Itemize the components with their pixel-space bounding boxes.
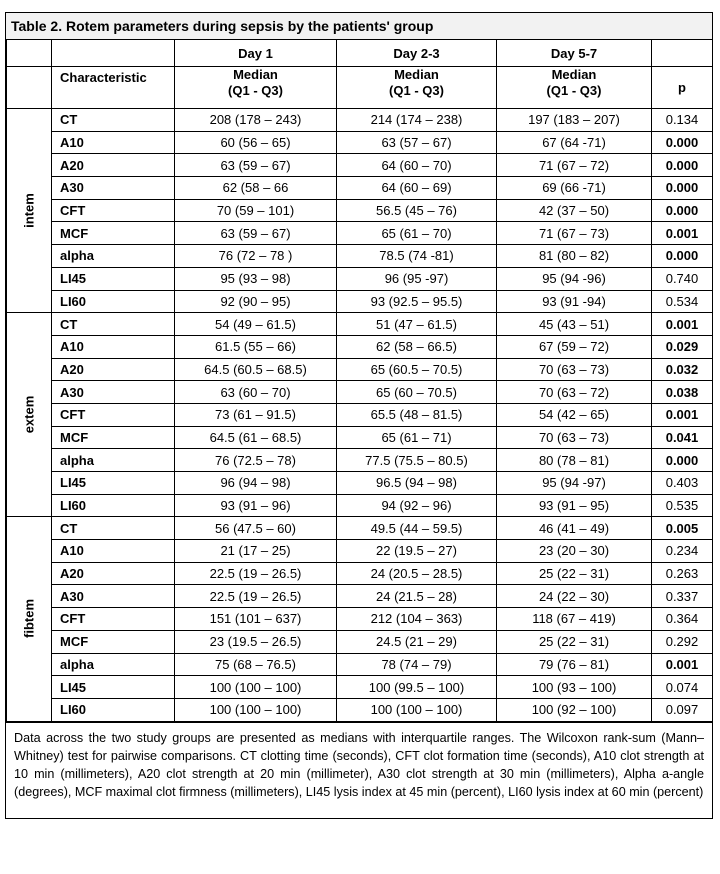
day2-cell: 49.5 (44 – 59.5) [337, 517, 497, 540]
stat-header [175, 67, 337, 109]
day1-cell: 93 (91 – 96) [175, 494, 337, 517]
param-cell: CT [52, 109, 175, 132]
p-value-cell: 0.403 [652, 472, 713, 495]
group-label: intem [21, 193, 37, 228]
day2-cell: 24 (20.5 – 28.5) [337, 562, 497, 585]
day-header: Day 2-3 [337, 40, 497, 67]
day1-cell: 100 (100 – 100) [175, 676, 337, 699]
param-cell: A10 [52, 131, 175, 154]
param-cell: MCF [52, 222, 175, 245]
param-cell: A20 [52, 358, 175, 381]
param-cell: A10 [52, 540, 175, 563]
table-row [7, 585, 713, 608]
table-row [7, 381, 713, 404]
day1-cell: 63 (59 – 67) [175, 222, 337, 245]
table-row [7, 630, 713, 653]
table-row [7, 199, 713, 222]
param-cell: LI60 [52, 290, 175, 313]
p-value-cell: 0.032 [652, 358, 713, 381]
day3-cell: 24 (22 – 30) [497, 585, 652, 608]
day3-cell: 80 (78 – 81) [497, 449, 652, 472]
table-row [7, 494, 713, 517]
p-value-cell: 0.000 [652, 199, 713, 222]
table-row [7, 154, 713, 177]
p-value-cell: 0.263 [652, 562, 713, 585]
table-row [7, 177, 713, 200]
param-cell: alpha [52, 245, 175, 268]
day3-cell: 93 (91 – 95) [497, 494, 652, 517]
day2-cell: 94 (92 – 96) [337, 494, 497, 517]
day2-cell: 22 (19.5 – 27) [337, 540, 497, 563]
param-cell: LI45 [52, 676, 175, 699]
day2-cell: 214 (174 – 238) [337, 109, 497, 132]
day3-cell: 42 (37 – 50) [497, 199, 652, 222]
table-row [7, 472, 713, 495]
day2-cell: 56.5 (45 – 76) [337, 199, 497, 222]
param-cell: LI60 [52, 698, 175, 721]
day2-cell: 64 (60 – 70) [337, 154, 497, 177]
day1-cell: 60 (56 – 65) [175, 131, 337, 154]
stat-header-range: (Q1 - Q3) [546, 83, 602, 98]
param-cell: LI60 [52, 494, 175, 517]
day2-cell: 93 (92.5 – 95.5) [337, 290, 497, 313]
day1-cell: 22.5 (19 – 26.5) [175, 562, 337, 585]
table-row [7, 222, 713, 245]
day1-cell: 64.5 (60.5 – 68.5) [175, 358, 337, 381]
param-cell: LI45 [52, 267, 175, 290]
stat-header-median: Median [551, 67, 597, 82]
characteristic-header: Characteristic [52, 67, 175, 109]
day3-cell: 25 (22 – 31) [497, 562, 652, 585]
day2-cell: 65 (61 – 70) [337, 222, 497, 245]
p-value-cell: 0.001 [652, 653, 713, 676]
param-cell: CFT [52, 403, 175, 426]
p-value-cell: 0.234 [652, 540, 713, 563]
day2-cell: 212 (104 – 363) [337, 608, 497, 631]
day2-cell: 62 (58 – 66.5) [337, 335, 497, 358]
day2-cell: 100 (99.5 – 100) [337, 676, 497, 699]
day2-cell: 24 (21.5 – 28) [337, 585, 497, 608]
day3-cell: 118 (67 – 419) [497, 608, 652, 631]
day2-cell: 65 (60 – 70.5) [337, 381, 497, 404]
day1-cell: 96 (94 – 98) [175, 472, 337, 495]
day1-cell: 63 (60 – 70) [175, 381, 337, 404]
table-row [7, 109, 713, 132]
day2-cell: 51 (47 – 61.5) [337, 313, 497, 336]
p-value-cell: 0.029 [652, 335, 713, 358]
stat-header-range: (Q1 - Q3) [228, 83, 283, 98]
day2-cell: 65 (60.5 – 70.5) [337, 358, 497, 381]
day3-cell: 100 (92 – 100) [497, 698, 652, 721]
table-row [7, 245, 713, 268]
table-footnote: Data across the two study groups are presented as medians with interquartile ranges. The Wilcoxon rank-sum (Mann–Whitney) test for pairwise comparisons. CT clotting time (seconds), CFT clot formation time (seconds), A10 clot strength at 10 min (millimeters), A20 clot strength at 20 min (millimeter), A30 clot strength at 30 min (millimeters), Alpha a-angle (degrees), MCF maximal clot firmness (millimeters), LI45 lysis index at 45 min (percent), LI60 lysis index at 60 min (percent) [6, 722, 712, 818]
day3-cell: 81 (80 – 82) [497, 245, 652, 268]
param-cell: A30 [52, 177, 175, 200]
table-row [7, 562, 713, 585]
table-row [7, 676, 713, 699]
table-row [7, 653, 713, 676]
day2-cell: 64 (60 – 69) [337, 177, 497, 200]
day1-cell: 208 (178 – 243) [175, 109, 337, 132]
p-value-cell: 0.364 [652, 608, 713, 631]
table-row [7, 335, 713, 358]
day1-cell: 64.5 (61 – 68.5) [175, 426, 337, 449]
stat-header-median: Median [394, 67, 439, 82]
param-cell: CFT [52, 608, 175, 631]
day2-cell: 100 (100 – 100) [337, 698, 497, 721]
day3-cell: 46 (41 – 49) [497, 517, 652, 540]
day3-cell: 70 (63 – 73) [497, 358, 652, 381]
day1-cell: 70 (59 – 101) [175, 199, 337, 222]
day3-cell: 25 (22 – 31) [497, 630, 652, 653]
rotem-table [6, 40, 713, 722]
p-value-cell: 0.038 [652, 381, 713, 404]
corner-blank-cell [652, 40, 713, 67]
day3-cell: 70 (63 – 72) [497, 381, 652, 404]
day2-cell: 65.5 (48 – 81.5) [337, 403, 497, 426]
table-row [7, 403, 713, 426]
day-header: Day 1 [175, 40, 337, 67]
table-row [7, 608, 713, 631]
table-row [7, 290, 713, 313]
stat-header-median: Median [233, 67, 278, 82]
day3-cell: 100 (93 – 100) [497, 676, 652, 699]
day3-cell: 95 (94 -96) [497, 267, 652, 290]
group-label: fibtem [21, 599, 37, 639]
day1-cell: 62 (58 – 66 [175, 177, 337, 200]
day3-cell: 23 (20 – 30) [497, 540, 652, 563]
day3-cell: 93 (91 -94) [497, 290, 652, 313]
p-value-cell: 0.041 [652, 426, 713, 449]
param-cell: LI45 [52, 472, 175, 495]
corner-blank-cell [52, 40, 175, 67]
param-cell: alpha [52, 653, 175, 676]
day2-cell: 78 (74 – 79) [337, 653, 497, 676]
stat-header-range: (Q1 - Q3) [389, 83, 444, 98]
table-row [7, 517, 713, 540]
day3-cell: 45 (43 – 51) [497, 313, 652, 336]
group-blank-cell [7, 67, 52, 109]
day1-cell: 63 (59 – 67) [175, 154, 337, 177]
p-header: p [652, 67, 713, 109]
p-value-cell: 0.534 [652, 290, 713, 313]
p-value-cell: 0.535 [652, 494, 713, 517]
day3-cell: 67 (59 – 72) [497, 335, 652, 358]
day3-cell: 197 (183 – 207) [497, 109, 652, 132]
group-label-cell [7, 517, 52, 721]
stat-header [337, 67, 497, 109]
day3-cell: 71 (67 – 72) [497, 154, 652, 177]
p-value-cell: 0.001 [652, 403, 713, 426]
p-value-cell: 0.074 [652, 676, 713, 699]
day3-cell: 67 (64 -71) [497, 131, 652, 154]
param-cell: alpha [52, 449, 175, 472]
group-label-cell [7, 313, 52, 517]
day1-cell: 23 (19.5 – 26.5) [175, 630, 337, 653]
day1-cell: 95 (93 – 98) [175, 267, 337, 290]
day1-cell: 61.5 (55 – 66) [175, 335, 337, 358]
param-cell: CFT [52, 199, 175, 222]
p-value-cell: 0.097 [652, 698, 713, 721]
day3-cell: 69 (66 -71) [497, 177, 652, 200]
param-cell: A20 [52, 154, 175, 177]
day3-cell: 70 (63 – 73) [497, 426, 652, 449]
group-label: extem [21, 396, 37, 434]
day1-cell: 151 (101 – 637) [175, 608, 337, 631]
day1-cell: 76 (72 – 78 ) [175, 245, 337, 268]
param-cell: A30 [52, 381, 175, 404]
day2-cell: 24.5 (21 – 29) [337, 630, 497, 653]
stat-header [497, 67, 652, 109]
p-value-cell: 0.337 [652, 585, 713, 608]
param-cell: A30 [52, 585, 175, 608]
day3-cell: 71 (67 – 73) [497, 222, 652, 245]
day-header: Day 5-7 [497, 40, 652, 67]
day3-cell: 95 (94 -97) [497, 472, 652, 495]
day3-cell: 54 (42 – 65) [497, 403, 652, 426]
day1-cell: 76 (72.5 – 78) [175, 449, 337, 472]
corner-blank-cell [7, 40, 52, 67]
table-row [7, 698, 713, 721]
table-row [7, 449, 713, 472]
param-cell: MCF [52, 630, 175, 653]
day1-cell: 21 (17 – 25) [175, 540, 337, 563]
table-row [7, 358, 713, 381]
p-value-cell: 0.001 [652, 313, 713, 336]
param-cell: A10 [52, 335, 175, 358]
table-row [7, 426, 713, 449]
p-value-cell: 0.005 [652, 517, 713, 540]
day2-cell: 77.5 (75.5 – 80.5) [337, 449, 497, 472]
day1-cell: 100 (100 – 100) [175, 698, 337, 721]
p-value-cell: 0.001 [652, 222, 713, 245]
p-value-cell: 0.740 [652, 267, 713, 290]
param-cell: CT [52, 313, 175, 336]
p-value-cell: 0.134 [652, 109, 713, 132]
day2-cell: 96.5 (94 – 98) [337, 472, 497, 495]
day1-cell: 54 (49 – 61.5) [175, 313, 337, 336]
day1-cell: 92 (90 – 95) [175, 290, 337, 313]
day1-cell: 56 (47.5 – 60) [175, 517, 337, 540]
p-value-cell: 0.000 [652, 449, 713, 472]
p-value-cell: 0.000 [652, 154, 713, 177]
day2-cell: 63 (57 – 67) [337, 131, 497, 154]
table-container [5, 12, 713, 819]
param-cell: MCF [52, 426, 175, 449]
day2-cell: 65 (61 – 71) [337, 426, 497, 449]
day3-cell: 79 (76 – 81) [497, 653, 652, 676]
table-row [7, 267, 713, 290]
day2-cell: 96 (95 -97) [337, 267, 497, 290]
day1-cell: 75 (68 – 76.5) [175, 653, 337, 676]
table-row [7, 540, 713, 563]
table-title: Table 2. Rotem parameters during sepsis by the patients' group [6, 13, 712, 40]
table-row [7, 131, 713, 154]
p-value-cell: 0.000 [652, 131, 713, 154]
group-label-cell [7, 109, 52, 313]
param-cell: CT [52, 517, 175, 540]
day1-cell: 73 (61 – 91.5) [175, 403, 337, 426]
table-row [7, 313, 713, 336]
p-value-cell: 0.000 [652, 177, 713, 200]
p-value-cell: 0.000 [652, 245, 713, 268]
day1-cell: 22.5 (19 – 26.5) [175, 585, 337, 608]
param-cell: A20 [52, 562, 175, 585]
p-value-cell: 0.292 [652, 630, 713, 653]
day2-cell: 78.5 (74 -81) [337, 245, 497, 268]
